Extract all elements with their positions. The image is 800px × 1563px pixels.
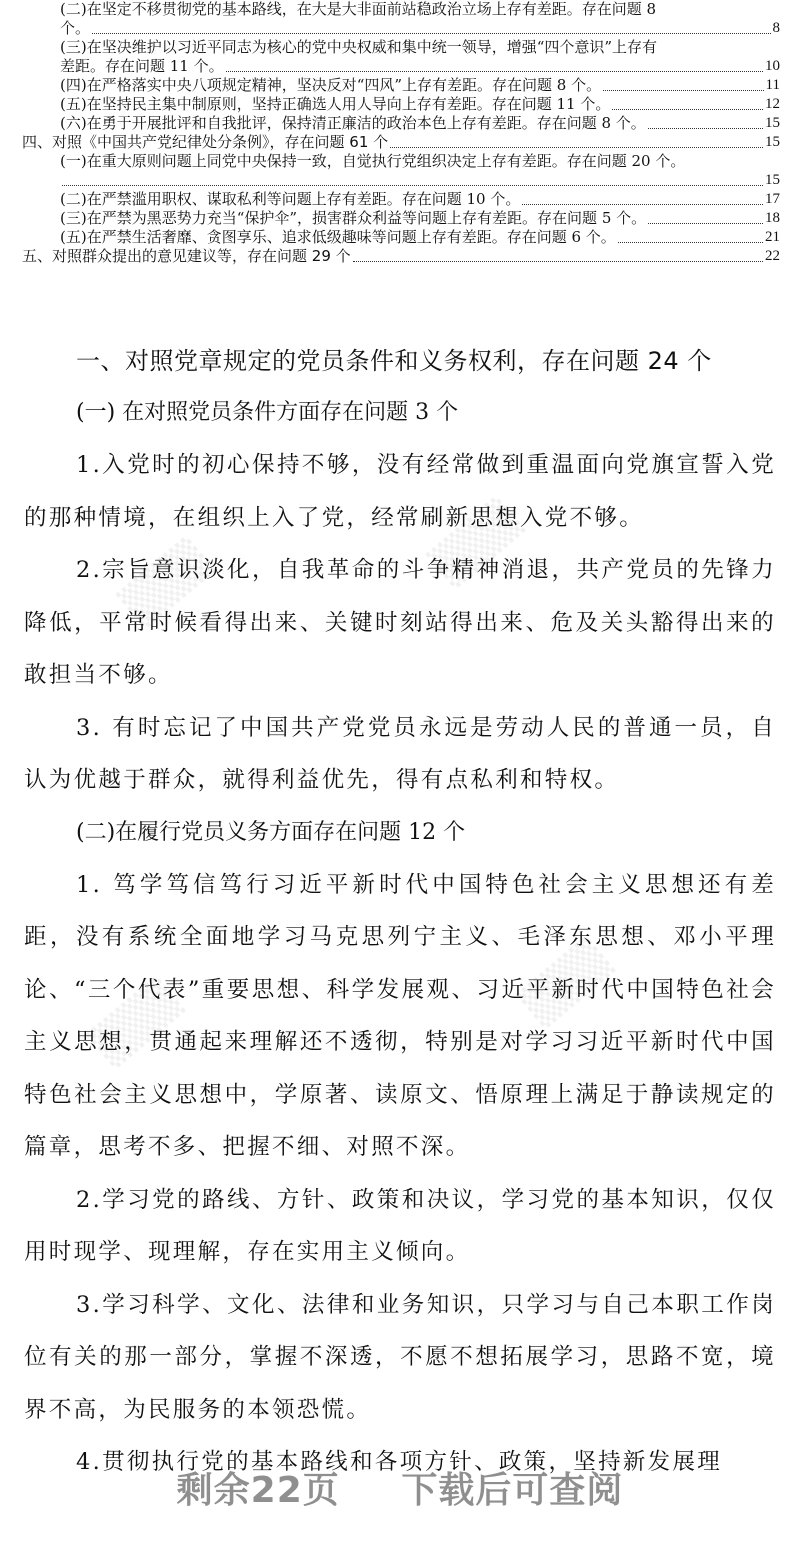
toc-leader [618,242,763,243]
toc-entry-text: (五)在坚持民主集中制原则，坚持正确选人用人导向上存有差距。存在问题 11 个。 [60,95,611,113]
paragraph: 4.贯彻执行党的基本路线和各项方针、政策，坚持新发展理 [76,1449,723,1475]
toc-leader [648,128,763,129]
toc-leader [612,109,763,110]
toc-entry-text: (二)在严禁滥用职权、谋取私利等问题上存有差距。存在问题 10 个。 [60,190,521,208]
toc-leader [226,71,763,72]
toc-entry[interactable] [22,76,780,95]
toc-entry-text: (六)在勇于开展批评和自我批评，保持清正廉洁的政治本色上存有差距。存在问题 8 个。 [60,114,646,132]
watermark: ▒▒▒ [426,495,527,591]
toc-page-number: 17 [765,191,780,207]
toc-page-number: 18 [765,210,780,226]
toc-entry-chapter[interactable] [22,133,780,152]
toc-entry[interactable] [22,0,780,38]
watermark: ▒▒▒ [516,935,617,1031]
section-heading: (二)在履行党员义务方面存在问题 12 个 [76,819,466,845]
document-body [24,335,776,1489]
toc-leader [353,261,763,262]
toc-leader [390,147,763,148]
toc-entry-text: (四)在严格落实中央八项规定精神，坚决反对“四风”上存有差距。存在问题 8 个。 [60,76,602,94]
toc-entry-text-cont: 差距。存在问题 11 个。 [60,57,224,75]
paragraph: 2.学习党的路线、方针、政策和决议，学习党的基本知识，仅仅用时现学、现理解，存在实用主义倾向。 [24,1186,776,1265]
toc-leader [92,33,770,34]
watermark: ▒▒▒ [86,975,187,1071]
toc-entry[interactable] [22,190,780,209]
paragraph: 2.宗旨意识淡化，自我革命的斗争精神消退，共产党员的先锋力降低，平常时候看得出来、关键时刻站得出来、危及关头豁得出来的敢担当不够。 [24,557,776,688]
download-to-view-label[interactable]: 下载后可查阅 [401,1470,624,1511]
paragraph: 3. 有时忘记了中国共产党党员永远是劳动人民的普通一员，自认为优越于群众，就得利益优先，得有点私利和特权。 [24,714,776,793]
paragraph: 1.入党时的初心保持不够，没有经常做到重温面向党旗宣誓入党的那种情境，在组织上入了党，经常刷新思想入党不够。 [24,452,776,531]
toc-entry[interactable] [22,95,780,114]
toc-page-number: 21 [765,229,780,245]
toc-page-number: 15 [765,172,780,188]
toc-entry-text: (一)在重大原则问题上同党中央保持一致，自觉执行党组织决定上存有差距。存在问题 20 个。 [60,152,686,170]
toc-entry-text: (三)在坚决维护以习近平同志为核心的党中央权威和集中统一领导，增强“四个意识”上存有 [60,38,658,56]
remaining-pages-label[interactable]: 剩余22页 [176,1470,340,1511]
paragraph: 1. 笃学笃信笃行习近平新时代中国特色社会主义思想还有差距，没有系统全面地学习马克思列宁主义、毛泽东思想、邓小平理论、“三个代表”重要思想、科学发展观、习近平新时代中国特色社会主义思想，贯通起来理解还不透彻，特别是对学习习近平新时代中国特色社会主义思想中，学原著、读原文、悟原理上满足于静读规定的篇章，思考不多、把握不细、对照不深。 [24,871,776,1160]
toc-page-number: 12 [765,96,780,112]
toc-entry-text: 五、对照群众提出的意见建议等，存在问题 29 个 [22,247,351,265]
toc-leader [522,204,763,205]
toc-entry[interactable] [22,152,780,190]
watermark: ▒▒▒ [116,535,217,631]
table-of-contents [22,0,780,266]
toc-entry-text: 四、对照《中国共产党纪律处分条例》，存在问题 61 个 [22,133,389,151]
toc-entry[interactable] [22,228,780,247]
toc-leader [603,90,763,91]
toc-page-number: 10 [765,58,780,74]
toc-page-number: 8 [772,20,780,36]
toc-entry[interactable] [22,114,780,133]
toc-page-number: 11 [765,77,780,93]
toc-leader [648,223,763,224]
toc-entry-text: (五)在严禁生活奢靡、贪图享乐、追求低级趣味等问题上存有差距。存在问题 6 个。 [60,228,616,246]
toc-page-number: 15 [765,134,780,150]
toc-page-number: 15 [765,115,780,131]
toc-entry[interactable] [22,38,780,76]
toc-entry[interactable] [22,209,780,228]
toc-entry-chapter[interactable] [22,247,780,266]
toc-entry-text: (三)在严禁为黑恶势力充当“保护伞”，损害群众利益等问题上存有差距。存在问题 5 个。 [60,209,647,227]
paragraph: 3.学习科学、文化、法律和业务知识，只学习与自己本职工作岗位有关的那一部分，掌握不深透，不愿不想拓展学习，思路不宽，境界不高，为民服务的本领恐慌。 [24,1291,776,1423]
section-heading: (一) 在对照党员条件方面存在问题 3 个 [76,400,459,425]
toc-entry-text: (二)在坚定不移贯彻党的基本路线，在大是大非面前站稳政治立场上存有差距。存在问题 8 [60,0,657,18]
download-prompt[interactable] [0,1462,800,1513]
toc-page-number: 22 [765,248,780,264]
toc-entry-text-cont: 个。 [60,19,91,37]
chapter-heading: 一、对照党章规定的党员条件和义务权利，存在问题 24 个 [76,347,712,375]
toc-leader [62,185,763,186]
